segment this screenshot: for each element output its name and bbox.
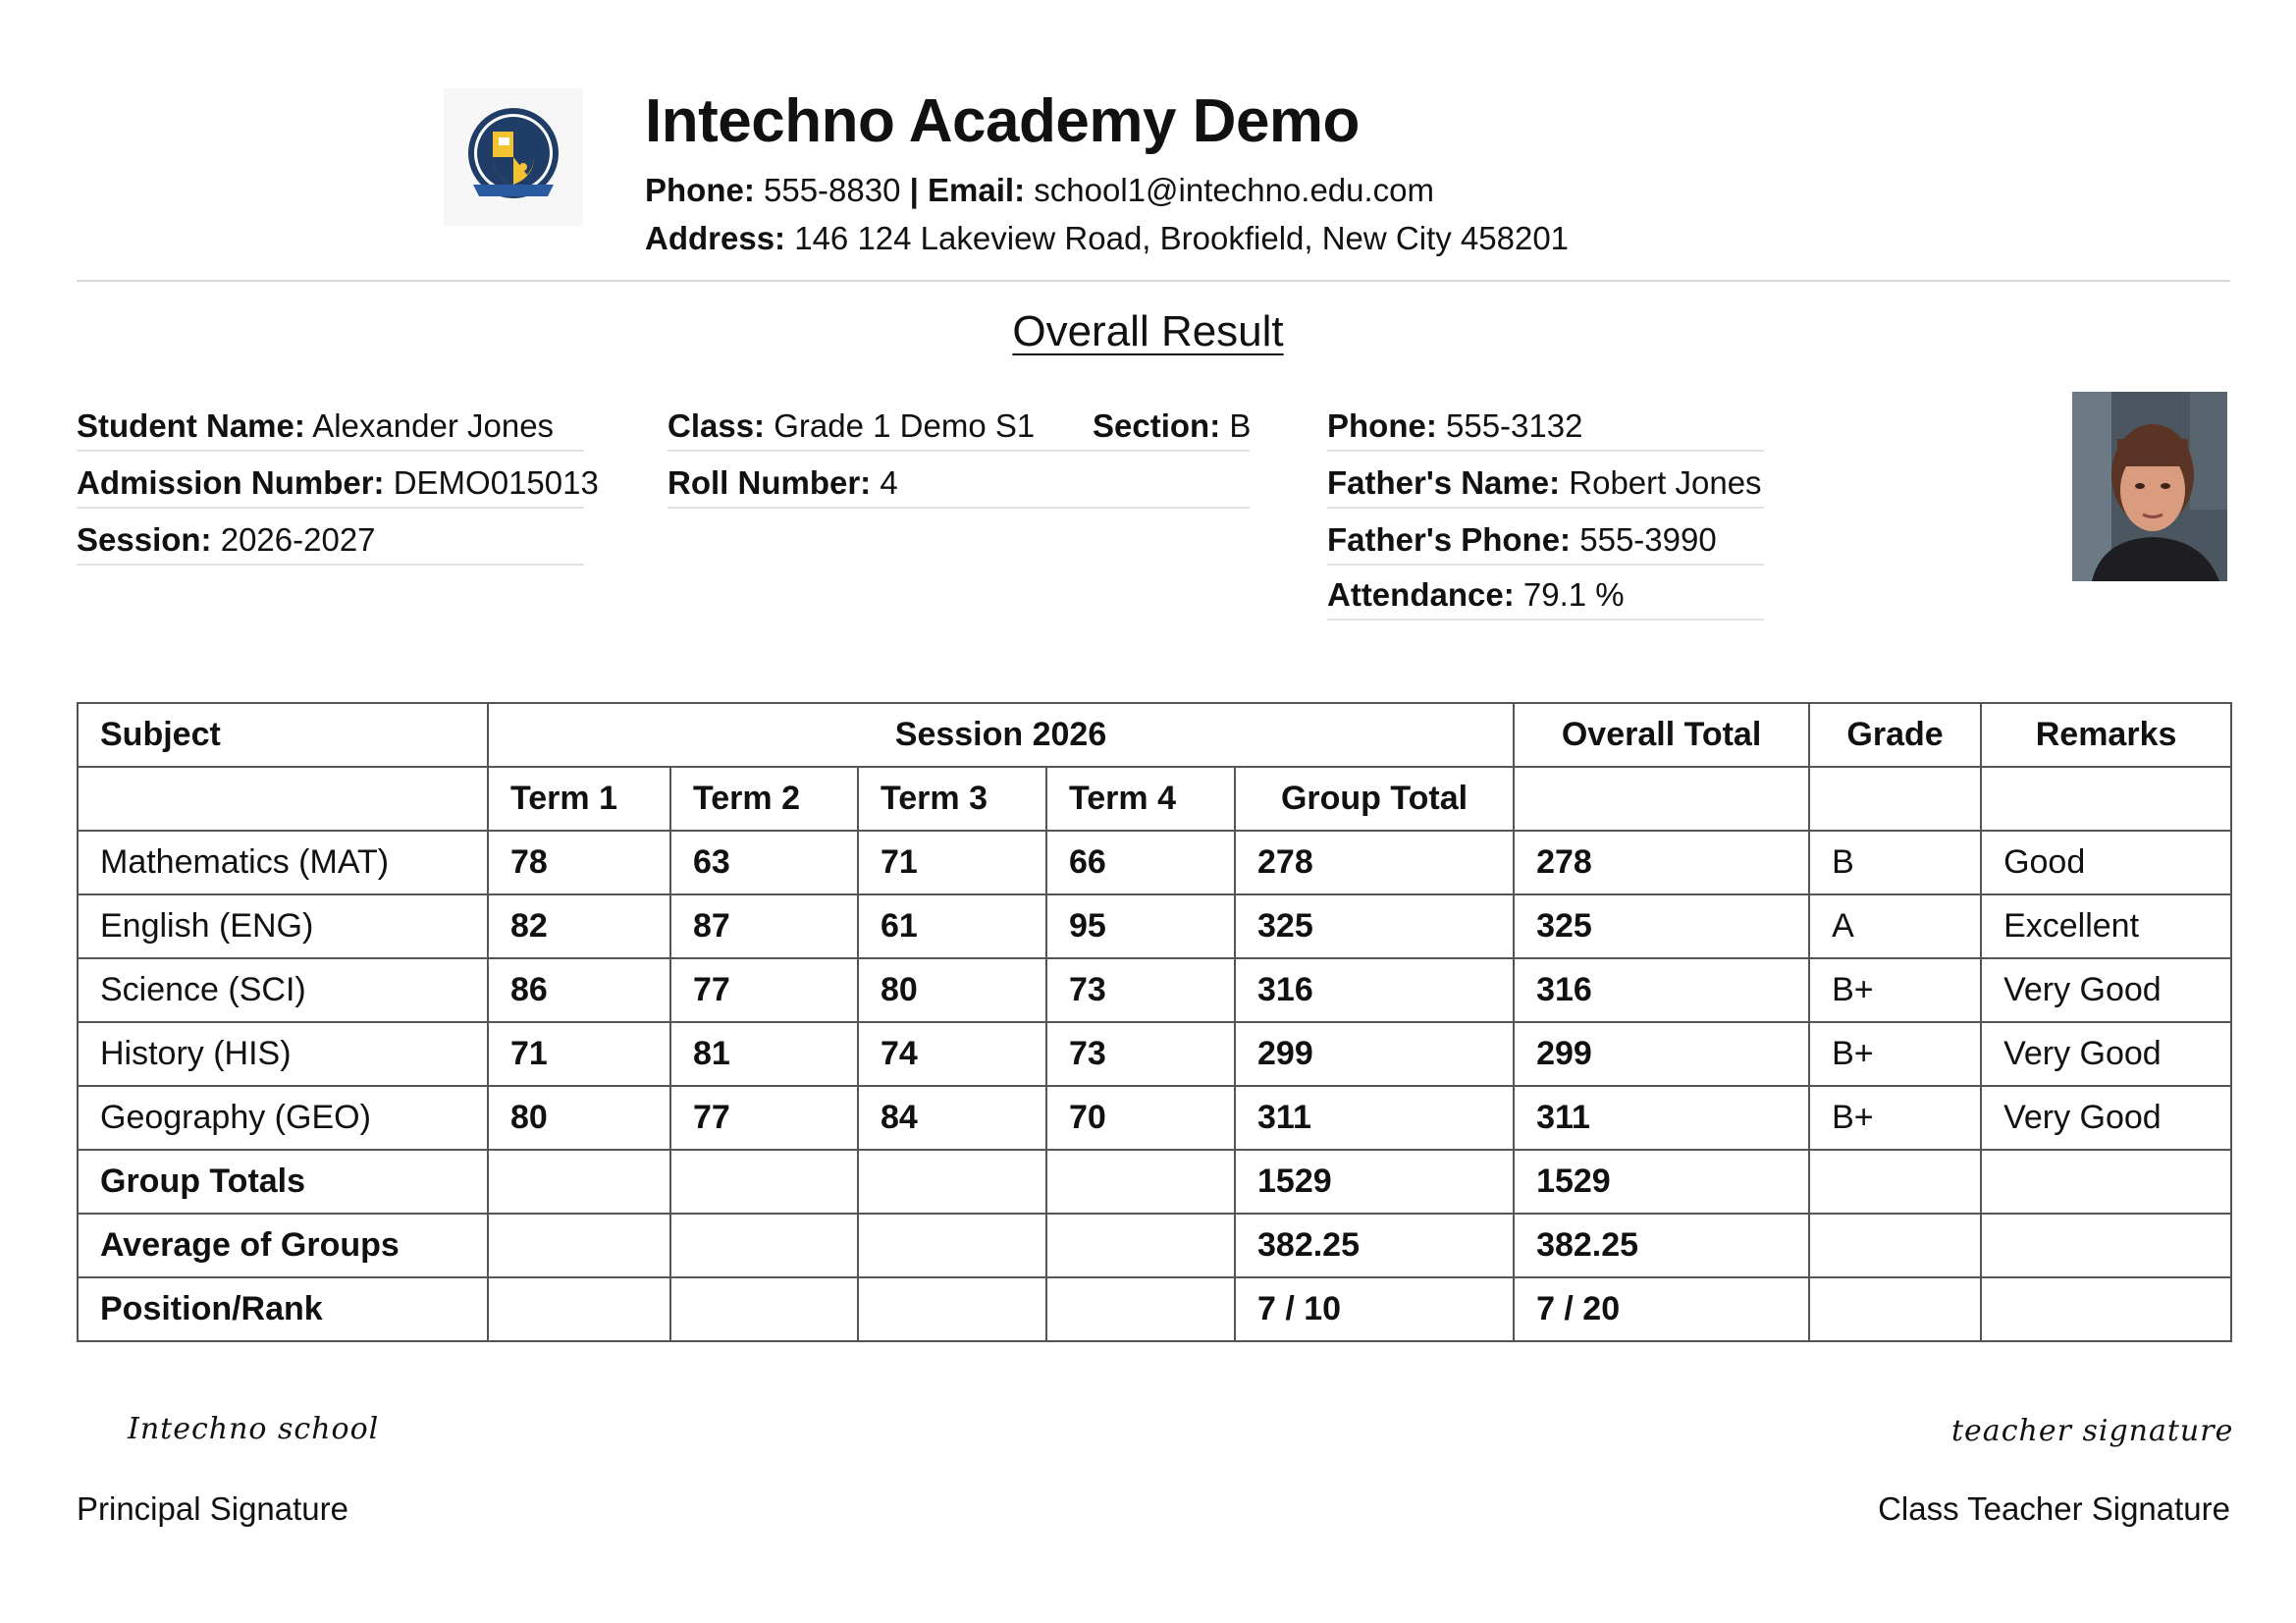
student-name-field <box>77 403 584 452</box>
group-total-cell: 316 <box>1235 958 1514 1022</box>
summary-row-group-totals <box>78 1150 2231 1214</box>
school-name: Intechno Academy Demo <box>645 87 1360 155</box>
overall-total-cell: 299 <box>1514 1022 1809 1086</box>
term-4-cell: 70 <box>1046 1086 1235 1150</box>
result-table <box>77 702 2232 1342</box>
remarks-cell: Excellent <box>1981 894 2231 958</box>
col-session: Session 2026 <box>488 703 1514 767</box>
term-1-cell: 78 <box>488 831 670 894</box>
admission-number-field <box>77 460 599 509</box>
father-name-value: Robert Jones <box>1569 464 1762 501</box>
page-title-text: Overall Result <box>1012 307 1284 355</box>
school-address-value: 146 124 Lakeview Road, Brookfield, New City 458201 <box>794 220 1570 256</box>
remarks-cell: Good <box>1981 831 2231 894</box>
section-value: B <box>1229 407 1252 444</box>
summary-overall-total: 7 / 20 <box>1514 1277 1809 1341</box>
empty-cell <box>488 1214 670 1277</box>
father-phone-label: Father's Phone: <box>1327 521 1572 558</box>
empty-cell <box>1046 1214 1235 1277</box>
student-phone-value: 555-3132 <box>1446 407 1583 444</box>
subheader-empty <box>1809 767 1981 831</box>
subheader-empty <box>1514 767 1809 831</box>
class-label: Class: <box>667 407 766 444</box>
term-3-cell: 84 <box>858 1086 1046 1150</box>
student-portrait-icon <box>2072 392 2227 581</box>
father-phone-field <box>1327 516 1764 566</box>
empty-cell <box>670 1150 858 1214</box>
school-address <box>645 217 1569 260</box>
summary-row-rank <box>78 1277 2231 1341</box>
principal-signature-label: Principal Signature <box>77 1490 348 1527</box>
session-label: Session: <box>77 521 212 558</box>
term-3-cell: 71 <box>858 831 1046 894</box>
overall-total-cell: 325 <box>1514 894 1809 958</box>
grade-cell: B <box>1809 831 1981 894</box>
term-2-cell: 77 <box>670 958 858 1022</box>
term-3-cell: 61 <box>858 894 1046 958</box>
empty-cell <box>488 1150 670 1214</box>
subject-cell: Mathematics (MAT) <box>78 831 488 894</box>
subject-cell: Science (SCI) <box>78 958 488 1022</box>
col-term-3: Term 3 <box>858 767 1046 831</box>
page-title <box>0 304 2296 359</box>
section-field <box>1093 403 1251 450</box>
empty-cell <box>1046 1150 1235 1214</box>
grade-cell: B+ <box>1809 1022 1981 1086</box>
term-3-cell: 74 <box>858 1022 1046 1086</box>
remarks-cell: Very Good <box>1981 1086 2231 1150</box>
empty-cell <box>858 1214 1046 1277</box>
student-name-label: Student Name: <box>77 407 305 444</box>
student-name-value: Alexander Jones <box>312 407 555 444</box>
term-2-cell: 87 <box>670 894 858 958</box>
teacher-signature-image: teacher signature <box>1951 1414 2234 1448</box>
term-4-cell: 73 <box>1046 1022 1235 1086</box>
class-value: Grade 1 Demo S1 <box>774 407 1036 444</box>
term-2-cell: 81 <box>670 1022 858 1086</box>
summary-overall-total: 1529 <box>1514 1150 1809 1214</box>
empty-cell <box>858 1277 1046 1341</box>
teacher-signature-label: Class Teacher Signature <box>1878 1490 2230 1527</box>
term-4-cell: 66 <box>1046 831 1235 894</box>
school-phone: 555-8830 <box>764 172 901 208</box>
empty-cell <box>1981 1277 2231 1341</box>
subheader-empty <box>1981 767 2231 831</box>
term-4-cell: 95 <box>1046 894 1235 958</box>
grade-cell: A <box>1809 894 1981 958</box>
col-term-4: Term 4 <box>1046 767 1235 831</box>
col-remarks: Remarks <box>1981 703 2231 767</box>
school-logo <box>444 88 583 226</box>
grade-cell: B+ <box>1809 958 1981 1022</box>
table-row <box>78 1022 2231 1086</box>
group-total-cell: 325 <box>1235 894 1514 958</box>
empty-cell <box>670 1277 858 1341</box>
col-overall-total: Overall Total <box>1514 703 1809 767</box>
roll-number-value: 4 <box>880 464 898 501</box>
summary-label: Group Totals <box>78 1150 488 1214</box>
table-row <box>78 1086 2231 1150</box>
roll-number-field <box>667 460 1250 509</box>
subject-cell: Geography (GEO) <box>78 1086 488 1150</box>
summary-group-total: 1529 <box>1235 1150 1514 1214</box>
section-label: Section: <box>1093 407 1221 444</box>
term-2-cell: 63 <box>670 831 858 894</box>
term-2-cell: 77 <box>670 1086 858 1150</box>
father-phone-value: 555-3990 <box>1579 521 1717 558</box>
student-photo <box>2072 392 2227 581</box>
remarks-cell: Very Good <box>1981 1022 2231 1086</box>
roll-number-label: Roll Number: <box>667 464 872 501</box>
group-total-cell: 311 <box>1235 1086 1514 1150</box>
empty-cell <box>488 1277 670 1341</box>
col-group-total: Group Total <box>1235 767 1514 831</box>
attendance-value: 79.1 % <box>1522 576 1625 613</box>
col-term-2: Term 2 <box>670 767 858 831</box>
table-row <box>78 958 2231 1022</box>
subject-cell: History (HIS) <box>78 1022 488 1086</box>
subject-cell: English (ENG) <box>78 894 488 958</box>
attendance-field <box>1327 571 1764 621</box>
term-1-cell: 82 <box>488 894 670 958</box>
summary-row-average <box>78 1214 2231 1277</box>
term-1-cell: 86 <box>488 958 670 1022</box>
overall-total-cell: 311 <box>1514 1086 1809 1150</box>
empty-cell <box>1809 1214 1981 1277</box>
term-1-cell: 71 <box>488 1022 670 1086</box>
summary-label: Position/Rank <box>78 1277 488 1341</box>
table-row <box>78 831 2231 894</box>
term-4-cell: 73 <box>1046 958 1235 1022</box>
empty-cell <box>1046 1277 1235 1341</box>
admission-number-value: DEMO015013 <box>393 464 599 501</box>
principal-signature-image: Intechno school <box>128 1412 380 1446</box>
school-crest-icon <box>444 88 583 226</box>
school-contact <box>645 169 1434 212</box>
col-grade: Grade <box>1809 703 1981 767</box>
contact-separator: | <box>909 172 919 208</box>
empty-cell <box>670 1214 858 1277</box>
term-3-cell: 80 <box>858 958 1046 1022</box>
session-value: 2026-2027 <box>220 521 376 558</box>
col-term-1: Term 1 <box>488 767 670 831</box>
student-phone-field <box>1327 403 1764 452</box>
attendance-label: Attendance: <box>1327 576 1515 613</box>
table-subheader-row <box>78 767 2231 831</box>
term-1-cell: 80 <box>488 1086 670 1150</box>
session-field <box>77 516 584 566</box>
header-divider <box>77 280 2230 282</box>
col-subject: Subject <box>78 703 488 767</box>
address-label: Address: <box>645 220 786 256</box>
table-header-row <box>78 703 2231 767</box>
overall-total-cell: 316 <box>1514 958 1809 1022</box>
summary-group-total: 382.25 <box>1235 1214 1514 1277</box>
group-total-cell: 278 <box>1235 831 1514 894</box>
table-row <box>78 894 2231 958</box>
empty-cell <box>1809 1277 1981 1341</box>
father-name-label: Father's Name: <box>1327 464 1561 501</box>
empty-cell <box>1981 1150 2231 1214</box>
student-phone-label: Phone: <box>1327 407 1437 444</box>
phone-label: Phone: <box>645 172 755 208</box>
admission-number-label: Admission Number: <box>77 464 385 501</box>
overall-total-cell: 278 <box>1514 831 1809 894</box>
summary-group-total: 7 / 10 <box>1235 1277 1514 1341</box>
email-label: Email: <box>928 172 1026 208</box>
father-name-field <box>1327 460 1764 509</box>
remarks-cell: Very Good <box>1981 958 2231 1022</box>
empty-cell <box>1981 1214 2231 1277</box>
summary-label: Average of Groups <box>78 1214 488 1277</box>
empty-cell <box>858 1150 1046 1214</box>
grade-cell: B+ <box>1809 1086 1981 1150</box>
empty-cell <box>1809 1150 1981 1214</box>
summary-overall-total: 382.25 <box>1514 1214 1809 1277</box>
group-total-cell: 299 <box>1235 1022 1514 1086</box>
subheader-empty <box>78 767 488 831</box>
school-email: school1@intechno.edu.com <box>1034 172 1435 208</box>
class-section-field <box>667 403 1250 452</box>
